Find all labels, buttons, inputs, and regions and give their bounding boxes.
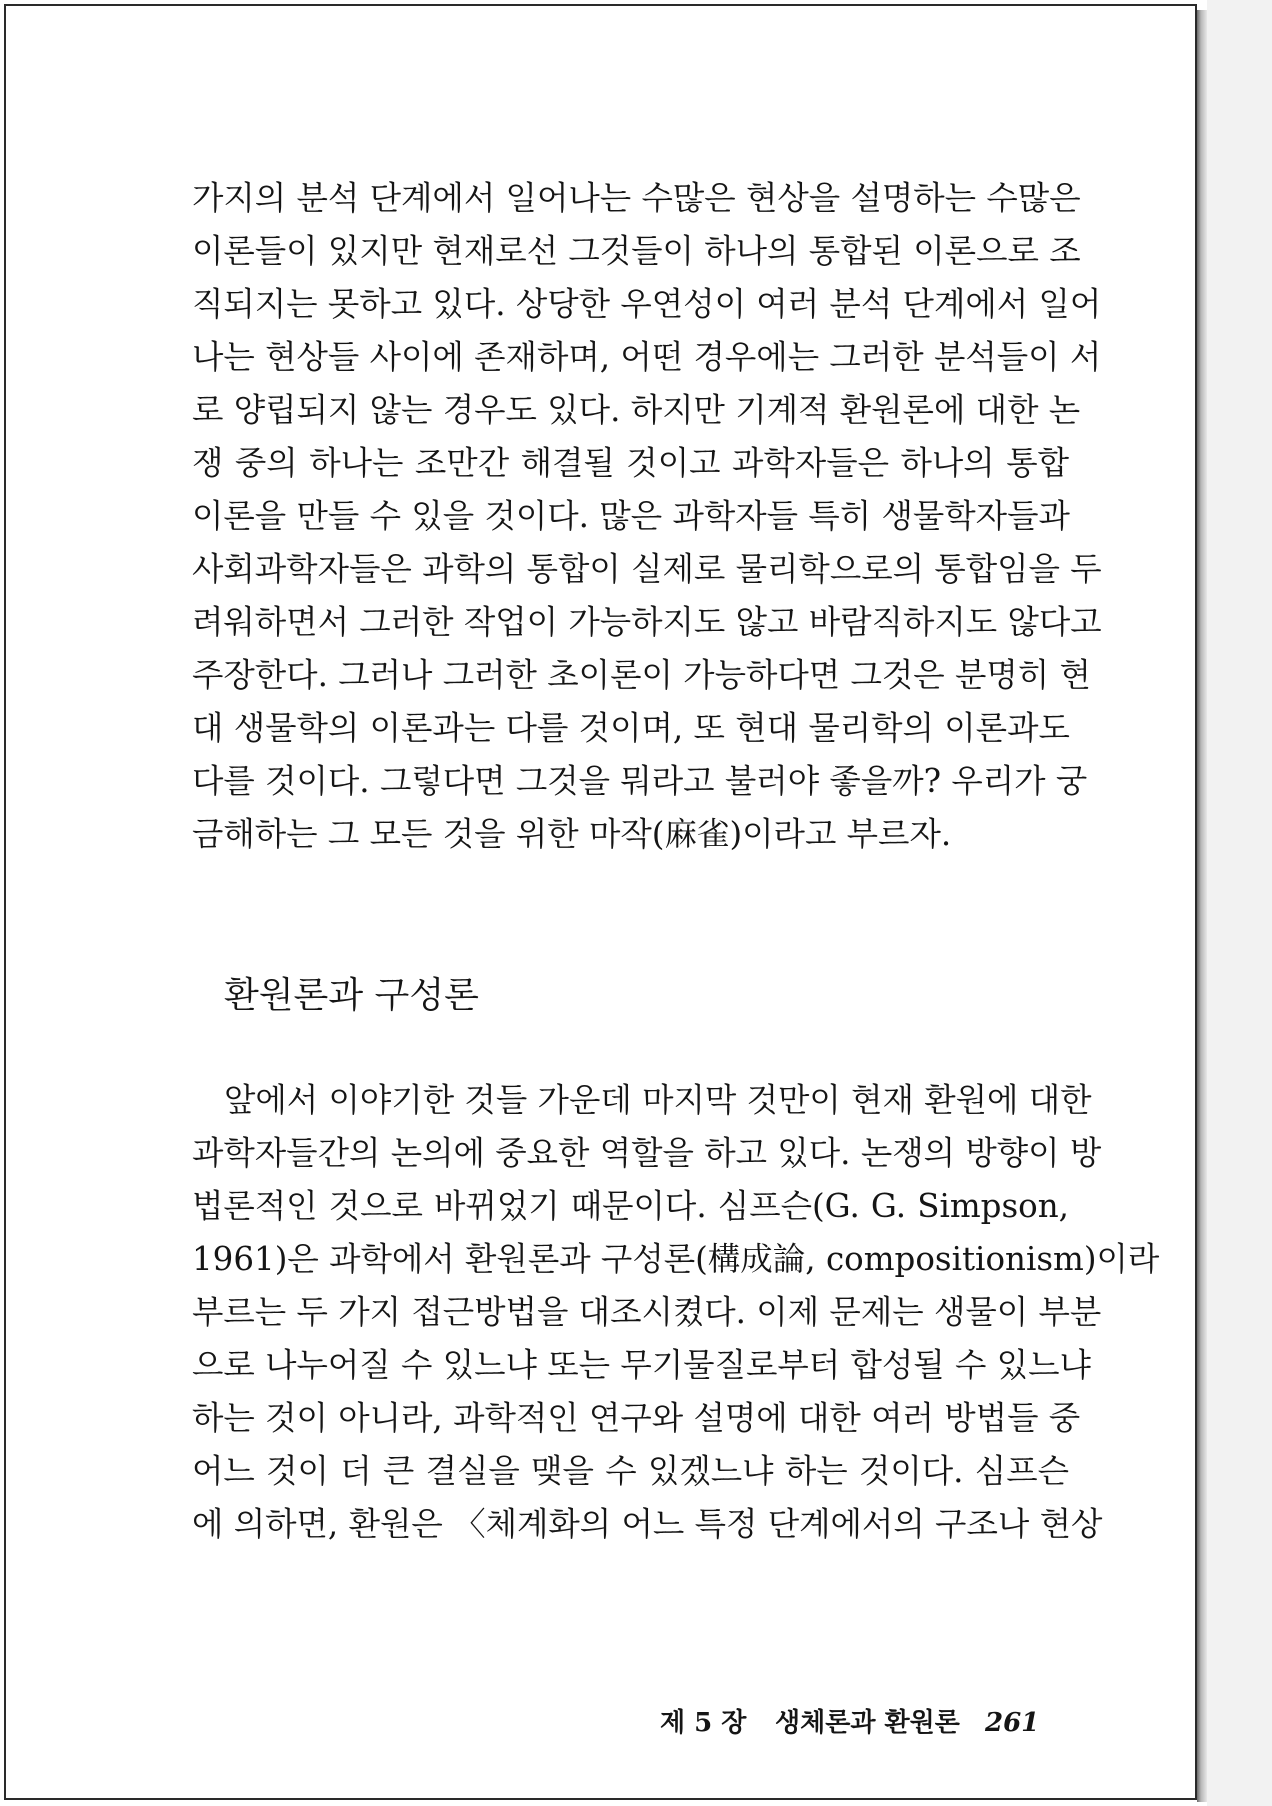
text-line: 려워하면서 그러한 작업이 가능하지도 않고 바람직하지도 않다고 [192,603,1102,641]
text-line: 앞에서 이야기한 것들 가운데 마지막 것만이 현재 환원에 대한 [224,1081,1092,1119]
page-edge-shadow [1197,10,1207,1802]
text-line: 하는 것이 아니라, 과학적인 연구와 설명에 대한 여러 방법들 중 [192,1399,1081,1437]
text-line: 직되지는 못하고 있다. 상당한 우연성이 여러 분석 단계에서 일어 [192,285,1102,323]
text-line: 1961)은 과학에서 환원론과 구성론(構成論, compositionism)이라 [192,1240,1160,1278]
text-line: 나는 현상들 사이에 존재하며, 어떤 경우에는 그러한 분석들이 서 [192,338,1102,376]
section-heading: 환원론과 구성론 [224,975,479,1016]
text-line: 과학자들간의 논의에 중요한 역할을 하고 있다. 논쟁의 방향이 방 [192,1134,1102,1172]
text-line: 가지의 분석 단계에서 일어나는 수많은 현상을 설명하는 수많은 [192,179,1081,217]
text-line: 에 의하면, 환원은 〈체계화의 어느 특정 단계에서의 구조나 현상 [192,1505,1103,1543]
text-line: 금해하는 그 모든 것을 위한 마작(麻雀)이라고 부르자. [192,815,952,853]
text-line: 로 양립되지 않는 경우도 있다. 하지만 기계적 환원론에 대한 논 [192,391,1081,429]
text-line: 으로 나누어질 수 있느냐 또는 무기물질로부터 합성될 수 있느냐 [192,1346,1091,1384]
text-line: 사회과학자들은 과학의 통합이 실제로 물리학으로의 통합임을 두 [192,550,1102,588]
text-line: 이론을 만들 수 있을 것이다. 많은 과학자들 특히 생물학자들과 [192,497,1070,535]
text-line: 대 생물학의 이론과는 다를 것이며, 또 현대 물리학의 이론과도 [192,709,1070,747]
text-line: 다를 것이다. 그렇다면 그것을 뭐라고 불러야 좋을까? 우리가 궁 [192,762,1088,800]
page-number: 261 [985,1708,1040,1738]
text-line: 법론적인 것으로 바뀌었기 때문이다. 심프슨(G. G. Simpson, [192,1187,1069,1225]
footer-chapter: 제 5 장 [660,1708,747,1738]
running-footer [660,1701,1042,1745]
text-line: 이론들이 있지만 현재로선 그것들이 하나의 통합된 이론으로 조 [192,232,1081,270]
text-line: 부르는 두 가지 접근방법을 대조시켰다. 이제 문제는 생물이 부분 [192,1293,1102,1331]
text-line: 어느 것이 더 큰 결실을 맺을 수 있겠느냐 하는 것이다. 심프슨 [192,1452,1069,1490]
text-line: 쟁 중의 하나는 조만간 해결될 것이고 과학자들은 하나의 통합 [192,444,1069,482]
scan-margin [1207,0,1272,1806]
text-line: 주장한다. 그러나 그러한 초이론이 가능하다면 그것은 분명히 현 [192,656,1091,694]
footer-chapter-title: 생체론과 환원론 [775,1708,960,1738]
